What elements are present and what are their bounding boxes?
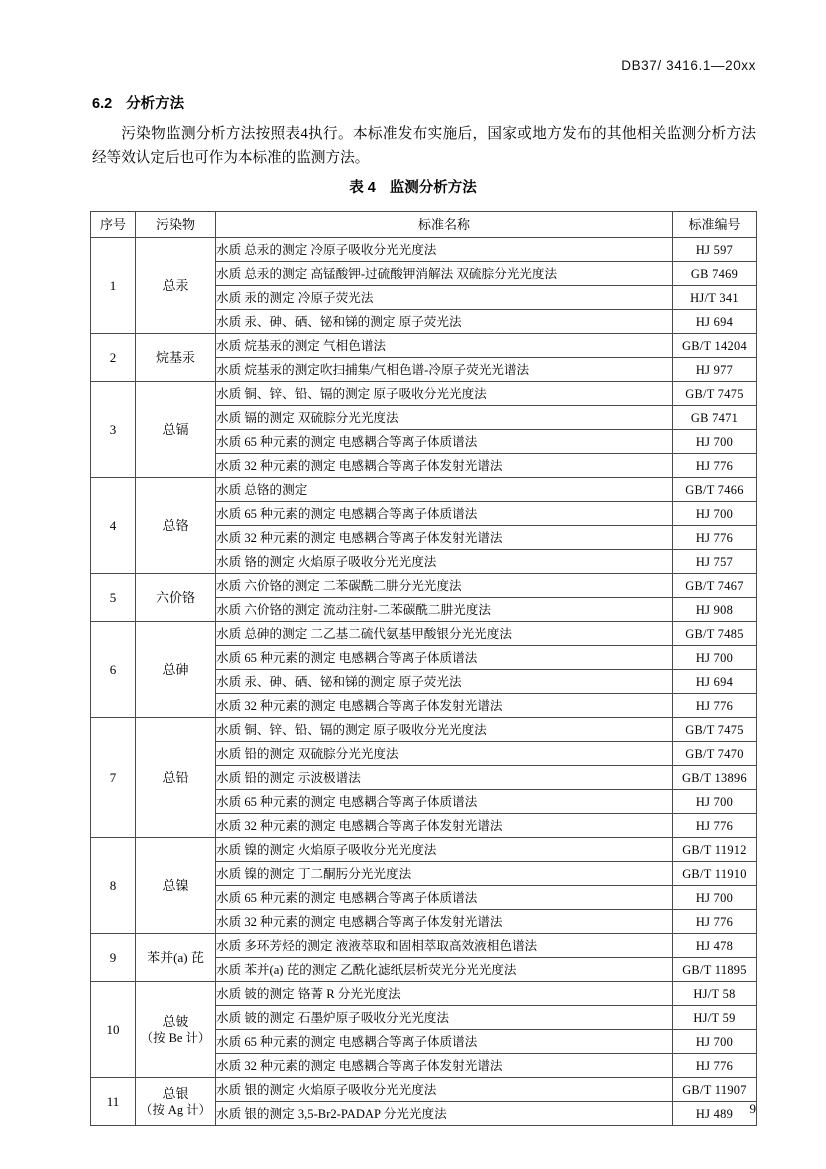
table-row	[91, 334, 757, 358]
cell-standard-code: HJ 700	[673, 886, 757, 910]
cell-standard-name: 水质 汞的测定 冷原子荧光法	[216, 286, 673, 310]
table-row	[91, 934, 757, 958]
pollutant-name: 苯并(a) 芘	[147, 949, 204, 965]
pollutant-name: 总银	[162, 1085, 189, 1101]
cell-standard-name: 水质 铬的测定 火焰原子吸收分光光度法	[216, 550, 673, 574]
pollutant-name: 总镍	[162, 877, 189, 893]
cell-standard-name: 水质 铜、锌、铅、镉的测定 原子吸收分光光度法	[216, 718, 673, 742]
cell-standard-code: GB/T 11912	[673, 838, 757, 862]
table-header	[91, 212, 757, 238]
cell-standard-code: HJ/T 341	[673, 286, 757, 310]
section-paragraph: 污染物监测分析方法按照表4执行。本标准发布实施后，国家或地方发布的其他相关监测分析方法经等效认定后也可作为本标准的监测方法。	[92, 126, 756, 166]
column-header-standard-name: 标准名称	[216, 212, 673, 238]
cell-standard-code: HJ 700	[673, 502, 757, 526]
cell-sequence: 7	[91, 718, 136, 838]
cell-standard-code: HJ 977	[673, 358, 757, 382]
column-header-standard-code: 标准编号	[673, 212, 757, 238]
cell-standard-code: GB 7469	[673, 262, 757, 286]
cell-pollutant	[136, 934, 216, 982]
table-header-row	[91, 212, 757, 238]
table-row	[91, 622, 757, 646]
table-caption-title: 监测分析方法	[389, 180, 477, 196]
cell-standard-name: 水质 32 种元素的测定 电感耦合等离子体发射光谱法	[216, 1054, 673, 1078]
cell-standard-code: HJ 597	[673, 238, 757, 262]
cell-standard-name: 水质 铍的测定 铬菁 R 分光光度法	[216, 982, 673, 1006]
cell-standard-name: 水质 65 种元素的测定 电感耦合等离子体质谱法	[216, 790, 673, 814]
cell-sequence: 1	[91, 238, 136, 334]
cell-standard-name: 水质 32 种元素的测定 电感耦合等离子体发射光谱法	[216, 910, 673, 934]
table-row	[91, 982, 757, 1006]
cell-standard-name: 水质 苯并(a) 芘的测定 乙酰化滤纸层析荧光分光光度法	[216, 958, 673, 982]
running-header-standard-code: DB37/ 3416.1—20xx	[621, 58, 756, 73]
cell-standard-name: 水质 总砷的测定 二乙基二硫代氨基甲酸银分光光度法	[216, 622, 673, 646]
cell-standard-code: GB/T 7470	[673, 742, 757, 766]
cell-pollutant	[136, 334, 216, 382]
page-number: 9	[749, 1101, 756, 1116]
cell-standard-name: 水质 镍的测定 丁二酮肟分光光度法	[216, 862, 673, 886]
cell-standard-code: HJ 694	[673, 310, 757, 334]
table-body	[91, 238, 757, 1126]
table-row	[91, 238, 757, 262]
cell-standard-name: 水质 多环芳烃的测定 液液萃取和固相萃取高效液相色谱法	[216, 934, 673, 958]
pollutant-basis: （按 Be 计）	[140, 1030, 211, 1045]
cell-standard-code: HJ 776	[673, 694, 757, 718]
pollutant-name: 总铍	[162, 1013, 189, 1029]
cell-standard-code: HJ 700	[673, 646, 757, 670]
pollutant-name: 六价铬	[155, 589, 195, 605]
cell-sequence: 4	[91, 478, 136, 574]
pollutant-name: 总砷	[162, 661, 189, 677]
cell-standard-code: HJ 776	[673, 454, 757, 478]
cell-standard-code: GB/T 11907	[673, 1078, 757, 1102]
cell-standard-name: 水质 65 种元素的测定 电感耦合等离子体质谱法	[216, 1030, 673, 1054]
cell-standard-code: HJ/T 59	[673, 1006, 757, 1030]
cell-standard-code: HJ 908	[673, 598, 757, 622]
cell-standard-code: GB/T 7467	[673, 574, 757, 598]
cell-pollutant	[136, 382, 216, 478]
cell-pollutant	[136, 838, 216, 934]
cell-standard-code: HJ 776	[673, 526, 757, 550]
cell-pollutant	[136, 574, 216, 622]
cell-standard-name: 水质 汞、砷、硒、铋和锑的测定 原子荧光法	[216, 670, 673, 694]
cell-pollutant	[136, 238, 216, 334]
table-row	[91, 574, 757, 598]
cell-pollutant	[136, 982, 216, 1078]
cell-standard-code: GB/T 7466	[673, 478, 757, 502]
cell-sequence: 11	[91, 1078, 136, 1126]
cell-standard-name: 水质 32 种元素的测定 电感耦合等离子体发射光谱法	[216, 694, 673, 718]
cell-standard-name: 水质 铅的测定 双硫腙分光光度法	[216, 742, 673, 766]
cell-standard-name: 水质 烷基汞的测定 气相色谱法	[216, 334, 673, 358]
cell-standard-name: 水质 铅的测定 示波极谱法	[216, 766, 673, 790]
cell-standard-code: HJ 700	[673, 1030, 757, 1054]
cell-sequence: 8	[91, 838, 136, 934]
cell-pollutant	[136, 718, 216, 838]
cell-standard-code: HJ 776	[673, 910, 757, 934]
section-heading	[92, 92, 184, 113]
cell-sequence: 5	[91, 574, 136, 622]
cell-standard-name: 水质 六价铬的测定 二苯碳酰二肼分光光度法	[216, 574, 673, 598]
cell-standard-name: 水质 镉的测定 双硫腙分光光度法	[216, 406, 673, 430]
pollutant-name: 烷基汞	[155, 349, 195, 365]
pollutant-name: 总铬	[162, 517, 189, 533]
column-header-sequence: 序号	[91, 212, 136, 238]
section-number: 6.2	[92, 96, 113, 112]
cell-sequence: 9	[91, 934, 136, 982]
cell-standard-name: 水质 铜、锌、铅、镉的测定 原子吸收分光光度法	[216, 382, 673, 406]
pollutant-name: 总汞	[162, 277, 189, 293]
cell-standard-code: HJ 776	[673, 1054, 757, 1078]
cell-standard-code: GB/T 14204	[673, 334, 757, 358]
cell-standard-name: 水质 总铬的测定	[216, 478, 673, 502]
cell-standard-code: HJ/T 58	[673, 982, 757, 1006]
column-header-pollutant: 污染物	[136, 212, 216, 238]
table-row	[91, 478, 757, 502]
cell-sequence: 6	[91, 622, 136, 718]
cell-standard-code: GB/T 11895	[673, 958, 757, 982]
cell-standard-code: GB/T 7475	[673, 382, 757, 406]
cell-standard-code: HJ 478	[673, 934, 757, 958]
cell-standard-code: GB/T 7475	[673, 718, 757, 742]
monitoring-methods-table	[90, 211, 757, 1126]
cell-sequence: 2	[91, 334, 136, 382]
cell-sequence: 3	[91, 382, 136, 478]
section-title: 分析方法	[126, 96, 185, 112]
table-caption-label: 表 4	[349, 180, 376, 196]
cell-standard-code: HJ 700	[673, 790, 757, 814]
table-row	[91, 838, 757, 862]
cell-standard-code: HJ 694	[673, 670, 757, 694]
cell-standard-name: 水质 65 种元素的测定 电感耦合等离子体质谱法	[216, 430, 673, 454]
table-row	[91, 718, 757, 742]
cell-standard-name: 水质 32 种元素的测定 电感耦合等离子体发射光谱法	[216, 814, 673, 838]
cell-standard-code: GB/T 11910	[673, 862, 757, 886]
cell-pollutant	[136, 622, 216, 718]
cell-standard-code: HJ 776	[673, 814, 757, 838]
cell-standard-name: 水质 六价铬的测定 流动注射-二苯碳酰二肼光度法	[216, 598, 673, 622]
cell-standard-name: 水质 65 种元素的测定 电感耦合等离子体质谱法	[216, 502, 673, 526]
cell-standard-name: 水质 总汞的测定 冷原子吸收分光光度法	[216, 238, 673, 262]
cell-standard-name: 水质 银的测定 3,5-Br2-PADAP 分光光度法	[216, 1102, 673, 1126]
cell-standard-name: 水质 镍的测定 火焰原子吸收分光光度法	[216, 838, 673, 862]
cell-standard-code: GB 7471	[673, 406, 757, 430]
cell-standard-name: 水质 总汞的测定 高锰酸钾-过硫酸钾消解法 双硫腙分光光度法	[216, 262, 673, 286]
cell-standard-name: 水质 银的测定 火焰原子吸收分光光度法	[216, 1078, 673, 1102]
pollutant-name: 总铅	[162, 769, 189, 785]
cell-standard-code: HJ 489	[673, 1102, 757, 1126]
cell-standard-code: GB/T 7485	[673, 622, 757, 646]
cell-standard-code: HJ 757	[673, 550, 757, 574]
pollutant-basis: （按 Ag 计）	[140, 1102, 211, 1117]
cell-standard-code: HJ 700	[673, 430, 757, 454]
table-row	[91, 382, 757, 406]
cell-standard-code: GB/T 13896	[673, 766, 757, 790]
monitoring-methods-table-wrap	[90, 211, 756, 1126]
cell-standard-name: 水质 65 种元素的测定 电感耦合等离子体质谱法	[216, 646, 673, 670]
cell-standard-name: 水质 32 种元素的测定 电感耦合等离子体发射光谱法	[216, 454, 673, 478]
cell-pollutant	[136, 478, 216, 574]
table-caption	[0, 176, 826, 197]
cell-standard-name: 水质 65 种元素的测定 电感耦合等离子体质谱法	[216, 886, 673, 910]
cell-standard-name: 水质 32 种元素的测定 电感耦合等离子体发射光谱法	[216, 526, 673, 550]
pollutant-name: 总镉	[162, 421, 189, 437]
table-row	[91, 1078, 757, 1102]
cell-sequence: 10	[91, 982, 136, 1078]
cell-standard-name: 水质 汞、砷、硒、铋和锑的测定 原子荧光法	[216, 310, 673, 334]
cell-standard-name: 水质 铍的测定 石墨炉原子吸收分光光度法	[216, 1006, 673, 1030]
cell-standard-name: 水质 烷基汞的测定吹扫捕集/气相色谱-冷原子荧光光谱法	[216, 358, 673, 382]
